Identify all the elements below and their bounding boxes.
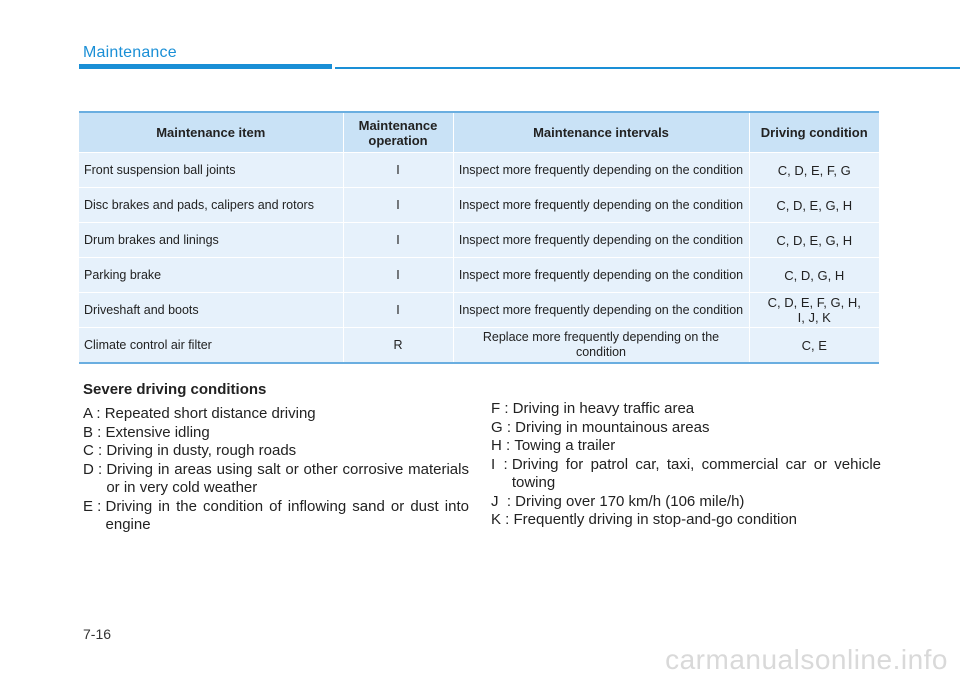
condition-key: K :: [491, 511, 514, 528]
cell-operation: R: [343, 328, 453, 364]
cell-operation: I: [343, 258, 453, 293]
condition-text: Repeated short distance driving: [104, 405, 316, 422]
cell-condition: C, D, E, F, G, H, I, J, K: [749, 293, 879, 328]
cell-condition: C, E: [749, 328, 879, 364]
list-item: [83, 442, 469, 461]
cell-item: Disc brakes and pads, calipers and rotors: [79, 188, 343, 223]
column-header-condition: Driving condition: [749, 112, 879, 153]
cell-condition: C, D, E, G, H: [749, 223, 879, 258]
condition-key: A :: [83, 405, 105, 422]
condition-key: J :: [491, 492, 516, 510]
list-item: [491, 511, 881, 530]
condition-text: Frequently driving in stop-and-go condition: [513, 511, 798, 528]
table-row: [79, 258, 879, 293]
cell-condition: C, D, E, F, G: [749, 153, 879, 188]
list-item: [491, 456, 881, 493]
condition-text: Driving over 170 km/h (106 mile/h): [515, 492, 745, 510]
condition-text: Extensive idling: [105, 423, 210, 441]
cell-condition: C, D, G, H: [749, 258, 879, 293]
cell-operation: I: [343, 223, 453, 258]
list-item: [83, 424, 469, 443]
condition-text: Towing a trailer: [514, 437, 616, 454]
cell-condition: C, D, E, G, H: [749, 188, 879, 223]
severe-conditions-list-left: [83, 405, 469, 535]
table-row: [79, 153, 879, 188]
table-header-row: [79, 112, 879, 153]
condition-key: C :: [83, 442, 107, 459]
maintenance-table: [79, 111, 879, 364]
cell-item: Front suspension ball joints: [79, 153, 343, 188]
table-row: [79, 293, 879, 328]
cell-operation: I: [343, 293, 453, 328]
cell-item: Parking brake: [79, 258, 343, 293]
list-item: [83, 405, 469, 424]
cell-interval: Replace more frequently depending on the condition: [453, 328, 749, 364]
title-underline-thin: [335, 67, 960, 69]
list-item: [491, 437, 881, 456]
condition-key: E :: [83, 497, 106, 515]
condition-key: F :: [491, 400, 513, 417]
condition-key: B :: [83, 423, 106, 441]
column-header-item: Maintenance item: [79, 112, 343, 153]
cell-interval: Inspect more frequently depending on the condition: [453, 188, 749, 223]
cell-interval: Inspect more frequently depending on the condition: [453, 223, 749, 258]
list-item: [491, 400, 881, 419]
column-header-operation: Maintenance operation: [343, 112, 453, 153]
list-item: [491, 493, 881, 512]
watermark: carmanualsonline.info: [665, 644, 948, 675]
title-underline-thick: [79, 64, 332, 69]
table-row: [79, 223, 879, 258]
condition-key: H :: [491, 437, 515, 454]
table-row: [79, 328, 879, 364]
condition-key: D :: [83, 460, 107, 478]
cell-interval: Inspect more frequently depending on the condition: [453, 293, 749, 328]
cell-operation: I: [343, 153, 453, 188]
condition-text: Driving in heavy traffic area: [512, 400, 695, 417]
cell-interval: Inspect more frequently depending on the condition: [453, 258, 749, 293]
list-item: [83, 461, 469, 498]
cell-interval: Inspect more frequently depending on the condition: [453, 153, 749, 188]
list-item: [83, 498, 469, 535]
cell-item: Driveshaft and boots: [79, 293, 343, 328]
table-row: [79, 188, 879, 223]
list-item: [491, 419, 881, 438]
cell-item: Climate control air filter: [79, 328, 343, 364]
page-number: 7-16: [83, 626, 112, 642]
cell-item: Drum brakes and linings: [79, 223, 343, 258]
column-header-intervals: Maintenance intervals: [453, 112, 749, 153]
severe-conditions-list-right: [491, 400, 881, 530]
condition-text: Driving in the condition of inflowing sand or dust into engine: [105, 497, 469, 533]
condition-key: G :: [491, 418, 516, 436]
condition-text: Driving in mountainous areas: [515, 418, 710, 436]
condition-text: Driving for patrol car, taxi, commercial car or vehicle towing: [511, 455, 881, 491]
condition-text: Driving in dusty, rough roads: [106, 442, 297, 459]
section-title: Maintenance: [83, 44, 177, 61]
condition-key: I :: [491, 455, 512, 473]
condition-text: Driving in areas using salt or other corrosive materials or in very cold weather: [106, 460, 469, 496]
severe-conditions-heading: Severe driving conditions: [83, 381, 267, 398]
cell-operation: I: [343, 188, 453, 223]
